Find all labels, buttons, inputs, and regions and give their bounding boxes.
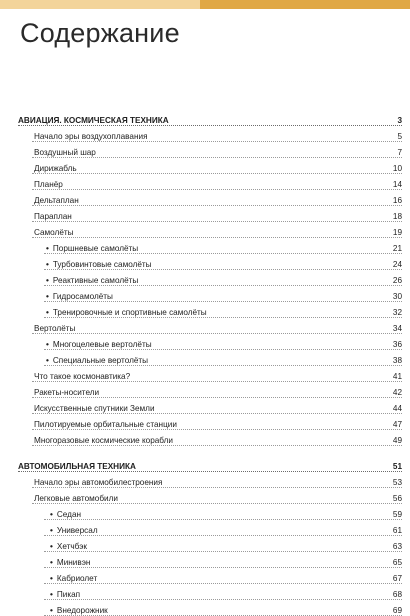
toc-entry-page-number: 14: [392, 180, 402, 189]
toc-section-heading[interactable]: [18, 110, 402, 126]
section-gap: [18, 446, 402, 456]
toc-entry[interactable]: [18, 472, 402, 488]
toc-entry[interactable]: [18, 350, 402, 366]
toc-entry-label: Параплан: [34, 212, 72, 221]
toc-entry[interactable]: [18, 222, 402, 238]
toc-entry-label: • Седан: [50, 510, 82, 519]
toc-entry-label: Ракеты-носители: [34, 388, 100, 397]
toc-entry-label: Начало эры автомобилестроения: [34, 478, 163, 487]
toc-entry[interactable]: [18, 552, 402, 568]
toc-entry-label: • Поршневые самолёты: [46, 244, 139, 253]
toc-entry[interactable]: [18, 504, 402, 520]
toc-entry[interactable]: [18, 584, 402, 600]
toc-entry[interactable]: [18, 600, 402, 616]
toc-entry-page-number: 24: [392, 260, 402, 269]
toc-entry[interactable]: [18, 366, 402, 382]
toc-entry-label: • Тренировочные и спортивные самолёты: [46, 308, 207, 317]
toc-entry[interactable]: [18, 414, 402, 430]
toc-entry-label: АВИАЦИЯ. КОСМИЧЕСКАЯ ТЕХНИКА: [18, 116, 169, 125]
toc-entry[interactable]: [18, 568, 402, 584]
toc-entry-label: • Хетчбэк: [50, 542, 87, 551]
toc-entry[interactable]: [18, 286, 402, 302]
toc-entry-page-number: 51: [392, 462, 402, 471]
toc-entry-page-number: 42: [392, 388, 402, 397]
bullet-icon: •: [50, 574, 53, 583]
toc-entry-page-number: 19: [392, 228, 402, 237]
toc-entry-page-number: 41: [392, 372, 402, 381]
toc-entry-page-number: 38: [392, 356, 402, 365]
toc-section-heading[interactable]: [18, 456, 402, 472]
toc-entry-page-number: 68: [392, 590, 402, 599]
toc-entry-label: Что такое космонавтика?: [34, 372, 131, 381]
bullet-icon: •: [46, 340, 49, 349]
toc-entry-page-number: 61: [392, 526, 402, 535]
toc-entry-page-number: 30: [392, 292, 402, 301]
toc-entry-label: • Кабриолет: [50, 574, 98, 583]
bullet-icon: •: [50, 590, 53, 599]
toc-entry-page-number: 21: [392, 244, 402, 253]
toc-entry-label: Пилотируемые орбитальные станции: [34, 420, 177, 429]
toc-entry-page-number: 56: [392, 494, 402, 503]
toc-entry-label: Вертолёты: [34, 324, 76, 333]
toc-entry-label: Дельтаплан: [34, 196, 79, 205]
toc-entry-page-number: 67: [392, 574, 402, 583]
toc-entry-page-number: 49: [392, 436, 402, 445]
toc-entry-page-number: 63: [392, 542, 402, 551]
toc-entry-page-number: 44: [392, 404, 402, 413]
toc-entry-page-number: 34: [392, 324, 402, 333]
toc-entry-page-number: 65: [392, 558, 402, 567]
toc-entry[interactable]: [18, 382, 402, 398]
toc-entry[interactable]: [18, 126, 402, 142]
bullet-icon: •: [50, 558, 53, 567]
toc-entry[interactable]: [18, 142, 402, 158]
toc-entry-label: Планёр: [34, 180, 63, 189]
toc-entry[interactable]: [18, 158, 402, 174]
toc-entry-page-number: 7: [397, 148, 402, 157]
toc-entry-label: • Реактивные самолёты: [46, 276, 139, 285]
toc-entry-page-number: 3: [397, 116, 402, 125]
toc-entry[interactable]: [18, 520, 402, 536]
toc-entry[interactable]: [18, 430, 402, 446]
toc-entry[interactable]: [18, 270, 402, 286]
toc-entry[interactable]: [18, 334, 402, 350]
toc-entry-page-number: 53: [392, 478, 402, 487]
toc-entry[interactable]: [18, 488, 402, 504]
toc-entry-label: АВТОМОБИЛЬНАЯ ТЕХНИКА: [18, 462, 136, 471]
toc-entry-label: Легковые автомобили: [34, 494, 118, 503]
toc-entry-label: Искусственные спутники Земли: [34, 404, 155, 413]
dotted-leader: [32, 445, 402, 446]
toc-entry-page-number: 16: [392, 196, 402, 205]
bullet-icon: •: [50, 542, 53, 551]
toc-entry[interactable]: [18, 206, 402, 222]
toc-entry[interactable]: [18, 174, 402, 190]
toc-entry[interactable]: [18, 190, 402, 206]
toc-entry-page-number: 18: [392, 212, 402, 221]
toc-entry-label: Самолёты: [34, 228, 74, 237]
toc-entry-page-number: 26: [392, 276, 402, 285]
toc-entry[interactable]: [18, 536, 402, 552]
toc-entry-label: • Многоцелевые вертолёты: [46, 340, 152, 349]
table-of-contents: [18, 110, 402, 616]
toc-entry-page-number: 59: [392, 510, 402, 519]
top-strip-accent: [200, 0, 410, 9]
toc-entry-page-number: 69: [392, 606, 402, 615]
top-decorative-strip: [0, 0, 410, 9]
toc-entry[interactable]: [18, 318, 402, 334]
bullet-icon: •: [50, 606, 53, 615]
toc-entry-label: Дирижабль: [34, 164, 77, 173]
toc-entry-page-number: 36: [392, 340, 402, 349]
bullet-icon: •: [46, 244, 49, 253]
toc-entry-label: Начало эры воздухоплавания: [34, 132, 148, 141]
page-title: Содержание: [20, 18, 180, 48]
bullet-icon: •: [46, 356, 49, 365]
toc-entry-label: • Гидросамолёты: [46, 292, 113, 301]
bullet-icon: •: [46, 308, 49, 317]
bullet-icon: •: [46, 260, 49, 269]
toc-entry-label: • Турбовинтовые самолёты: [46, 260, 152, 269]
toc-entry[interactable]: [18, 254, 402, 270]
toc-entry-label: • Внедорожник: [50, 606, 108, 615]
toc-entry-page-number: 32: [392, 308, 402, 317]
bullet-icon: •: [46, 276, 49, 285]
bullet-icon: •: [50, 526, 53, 535]
toc-entry-label: • Специальные вертолёты: [46, 356, 149, 365]
toc-entry[interactable]: [18, 302, 402, 318]
toc-entry-page-number: 47: [392, 420, 402, 429]
toc-entry-page-number: 10: [392, 164, 402, 173]
toc-entry-label: Воздушный шар: [34, 148, 96, 157]
toc-entry-label: • Универсал: [50, 526, 98, 535]
toc-entry[interactable]: [18, 238, 402, 254]
toc-entry-label: • Пикап: [50, 590, 81, 599]
bullet-icon: •: [50, 510, 53, 519]
toc-entry-label: Многоразовые космические корабли: [34, 436, 173, 445]
toc-entry[interactable]: [18, 398, 402, 414]
toc-entry-label: • Минивэн: [50, 558, 91, 567]
bullet-icon: •: [46, 292, 49, 301]
toc-entry-page-number: 5: [397, 132, 402, 141]
